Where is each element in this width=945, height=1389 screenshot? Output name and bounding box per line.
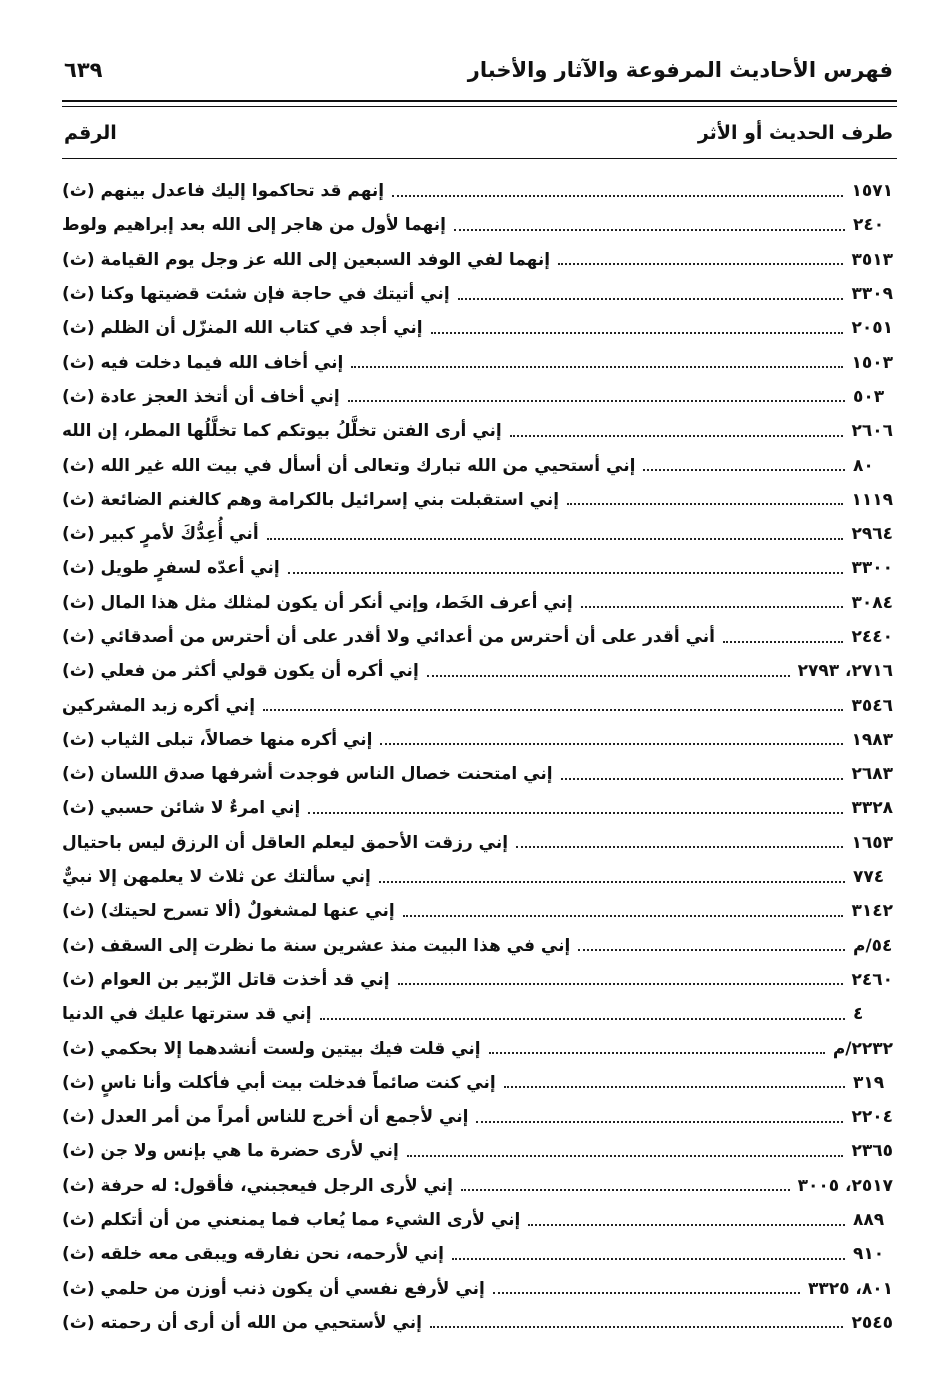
- header-rule-thick: [62, 100, 897, 102]
- entry-number: ١٥٧١: [851, 181, 893, 202]
- entry-number: ٨٠: [853, 455, 874, 476]
- entry-number: ٢٥١٧، ٣٠٠٥: [797, 1175, 893, 1196]
- index-entry: [62, 757, 893, 791]
- entry-text: إني رزقت الأحمق ليعلم العاقل أن الرزق ليس باحتيال: [62, 832, 509, 853]
- entry-text: إني أخاف أن أتخذ العجز عادة (ث): [62, 386, 340, 407]
- dot-leader: [430, 1325, 844, 1328]
- entry-number: ٢٤٠: [853, 215, 885, 236]
- entry-number: ٢٠٥١: [851, 318, 893, 339]
- entry-text: إني أعدّه لسفرٍ طويل (ث): [62, 558, 280, 579]
- dot-leader: [516, 845, 843, 848]
- index-entry: [62, 963, 893, 997]
- dot-leader: [578, 948, 845, 951]
- entry-number: ٣٠٨٤: [851, 592, 893, 613]
- index-entry: [62, 448, 893, 482]
- entry-number: ٢٥٤٥: [851, 1312, 893, 1333]
- entry-text: إنهم قد تحاكموا إليك فاعدل بينهم (ث): [62, 181, 385, 202]
- entry-text: إني لأرى الرجل فيعجبني، فأقول: له حرفة (ث): [62, 1175, 453, 1196]
- entry-number: ٢٢٠٤: [851, 1107, 893, 1128]
- index-entry: [62, 208, 893, 242]
- index-entry: [62, 620, 893, 654]
- entry-number: ٢٤٦٠: [851, 969, 893, 990]
- entry-text: إني استقبلت بني إسرائيل بالكرامة وهم كالغنم الضائعة (ث): [62, 489, 560, 510]
- entry-number: ٢٧١٦، ٢٧٩٣: [797, 661, 893, 682]
- index-entry: [62, 1134, 893, 1168]
- entry-text: إني أعرف الخَط، وإني أنكر أن يكون لمثلك مثل هذا المال (ث): [62, 592, 573, 613]
- dot-leader: [504, 1085, 845, 1088]
- entry-number: ٢٦٠٦: [851, 421, 893, 442]
- index-entry: [62, 243, 893, 277]
- entry-number: ١٩٨٣: [851, 729, 893, 750]
- dot-leader: [392, 194, 843, 197]
- entry-text: إني لأستحيي من الله أن أرى أن رحمته (ث): [62, 1312, 422, 1333]
- dot-leader: [567, 502, 843, 505]
- dot-leader: [558, 262, 843, 265]
- dot-leader: [379, 880, 845, 883]
- index-entry: [62, 894, 893, 928]
- dot-leader: [267, 537, 844, 540]
- entry-text: إني قد أخذت قاتل الزّبير بن العوام (ث): [62, 969, 390, 990]
- index-entry: [62, 1272, 893, 1306]
- entry-number: ٣٥١٣: [851, 249, 893, 270]
- dot-leader: [493, 1291, 800, 1294]
- index-entry: [62, 826, 893, 860]
- dot-leader: [427, 674, 790, 677]
- index-entry: [62, 483, 893, 517]
- page-number: ٦٣٩: [64, 58, 103, 82]
- entry-text: إني أكره زبد المشركين: [62, 695, 256, 716]
- index-entry: [62, 1306, 893, 1340]
- entry-number: ٣٣٠٩: [851, 284, 893, 305]
- index-entry: [62, 997, 893, 1031]
- index-entry: [62, 1203, 893, 1237]
- column-heading-rule: [62, 158, 897, 159]
- column-heading-number: الرقم: [64, 122, 117, 144]
- index-entry: [62, 860, 893, 894]
- dot-leader: [403, 914, 844, 917]
- dot-leader: [351, 365, 843, 368]
- index-entry: [62, 311, 893, 345]
- entry-text: إني أتيتك في حاجة فإن شئت قضيتها وكنا (ث): [62, 284, 450, 305]
- entry-text: إني أكره أن يكون قولي أكثر من فعلي (ث): [62, 661, 419, 682]
- entry-number: ٨٨٩: [853, 1210, 885, 1231]
- entry-number: ٥٠٣: [853, 386, 885, 407]
- entry-number: ٣٣٠٠: [851, 558, 893, 579]
- dot-leader: [510, 434, 844, 437]
- entry-number: ٣١٩: [853, 1072, 885, 1093]
- dot-leader: [431, 331, 844, 334]
- entry-number: ٢٦٨٣: [851, 764, 893, 785]
- index-entry: [62, 174, 893, 208]
- dot-leader: [723, 640, 843, 643]
- entry-number: ٥٤/م: [853, 935, 893, 956]
- entry-text: إني عنها لمشغولٌ (ألا تسرح لحيتك) (ث): [62, 901, 395, 922]
- entry-number: ٤: [853, 1004, 864, 1025]
- index-entry: [62, 1100, 893, 1134]
- index-entry: [62, 586, 893, 620]
- entry-text: إني قد سترتها عليك في الدنيا: [62, 1004, 312, 1025]
- index-entry: [62, 345, 893, 379]
- dot-leader: [452, 1257, 845, 1260]
- dot-leader: [643, 468, 845, 471]
- dot-leader: [461, 1188, 790, 1191]
- dot-leader: [561, 777, 844, 780]
- dot-leader: [398, 982, 844, 985]
- entry-text: إني قلت فيك بيتين ولست أنشدهما إلا بحكمي (ث): [62, 1038, 481, 1059]
- entry-text: إني امرءٌ لا شائن حسبي (ث): [62, 798, 301, 819]
- entry-number: ٣٥٤٦: [851, 695, 893, 716]
- index-entry: [62, 929, 893, 963]
- index-entry: [62, 723, 893, 757]
- entry-number: ١٥٠٣: [851, 352, 893, 373]
- entry-text: إني أخاف الله فيما دخلت فيه (ث): [62, 352, 344, 373]
- entry-text: إني لأجمع أن أخرج للناس أمراً من أمر العدل (ث): [62, 1107, 469, 1128]
- dot-leader: [528, 1223, 845, 1226]
- entry-number: ٢٣٦٥: [851, 1141, 893, 1162]
- index-entry: [62, 688, 893, 722]
- header-rule-thin: [62, 106, 897, 107]
- dot-leader: [581, 605, 844, 608]
- index-entry: [62, 551, 893, 585]
- entry-number: ٨٠١، ٣٣٢٥: [807, 1278, 893, 1299]
- dot-leader: [454, 228, 845, 231]
- entry-text: إني لأرفع نفسي أن يكون ذنب أوزن من حلمي (ث): [62, 1278, 485, 1299]
- entry-text: أني أُعِدُّكَ لأمرٍ كبير (ث): [62, 524, 259, 545]
- entry-text: إني أرى الفتن تخلَّلُ بيوتكم كما تخلَّلُها المطر، إن الله: [62, 421, 502, 442]
- index-entry: [62, 380, 893, 414]
- dot-leader: [407, 1154, 844, 1157]
- entry-number: ١١١٩: [851, 489, 893, 510]
- entry-number: ٢٩٦٤: [851, 524, 893, 545]
- index-entries-list: [62, 174, 893, 1340]
- dot-leader: [288, 571, 844, 574]
- entry-number: ٢٤٤٠: [851, 627, 893, 647]
- index-entry: [62, 1031, 893, 1065]
- entry-text: إني أجد في كتاب الله المنزّل أن الظلم (ث): [62, 318, 423, 339]
- dot-leader: [476, 1120, 843, 1123]
- index-entry: [62, 1066, 893, 1100]
- entry-text: إني امتحنت خصال الناس فوجدت أشرفها صدق اللسان (ث): [62, 764, 553, 785]
- entry-number: ٣٣٢٨: [851, 798, 893, 819]
- entry-text: إني سألتك عن ثلاث لا يعلمهن إلا نبيٌّ: [62, 867, 371, 888]
- dot-leader: [489, 1051, 825, 1054]
- dot-leader: [308, 811, 843, 814]
- entry-number: ٧٧٤: [853, 867, 885, 888]
- index-entry: [62, 654, 893, 688]
- entry-number: ١٦٥٣: [851, 832, 893, 853]
- entry-text: إني لأرى حضرة ما هي بإنس ولا جن (ث): [62, 1141, 399, 1162]
- entry-number: ٢٢٣٢/م: [832, 1038, 893, 1059]
- entry-text: إني في هذا البيت منذ عشرين سنة ما نظرت إلى السقف (ث): [62, 935, 571, 956]
- entry-text: إني لأرحمه، نحن نفارقه ويبقى معه خلقه (ث): [62, 1244, 444, 1265]
- dot-leader: [380, 742, 843, 745]
- dot-leader: [320, 1017, 845, 1020]
- entry-text: إنهما لفي الوفد السبعين إلى الله عز وجل يوم القيامة (ث): [62, 249, 551, 270]
- entry-text: إني لأرى الشيء مما يُعاب فما يمنعني من أن أتكلم (ث): [62, 1210, 521, 1231]
- index-entry: [62, 1169, 893, 1203]
- index-entry: [62, 277, 893, 311]
- column-heading-hadith: طرف الحديث أو الأثر: [697, 122, 893, 144]
- entry-text: إني أستحيي من الله تبارك وتعالى أن أسأل في بيت الله غير الله (ث): [62, 455, 636, 476]
- entry-text: إني كنت صائماً فدخلت بيت أبي فأكلت وأنا ناسٍ (ث): [62, 1072, 496, 1093]
- index-entry: [62, 791, 893, 825]
- index-entry: [62, 1237, 893, 1271]
- running-header-title: فهرس الأحاديث المرفوعة والآثار والأخبار: [467, 58, 893, 82]
- dot-leader: [348, 399, 845, 402]
- index-entry: [62, 414, 893, 448]
- dot-leader: [458, 297, 844, 300]
- entry-number: ٣١٤٢: [851, 901, 893, 922]
- entry-text: إني أكره منها خصالاً، تبلى الثياب (ث): [62, 729, 373, 750]
- index-entry: [62, 517, 893, 551]
- entry-number: ٩١٠: [853, 1244, 885, 1265]
- entry-text: إنهما لأول من هاجر إلى الله بعد إبراهيم ولوط: [62, 215, 446, 236]
- entry-text: أني أقدر على أن أحترس من أعدائي ولا أقدر على أن أحترس من أصدقائي (ث): [62, 627, 716, 647]
- dot-leader: [263, 708, 843, 711]
